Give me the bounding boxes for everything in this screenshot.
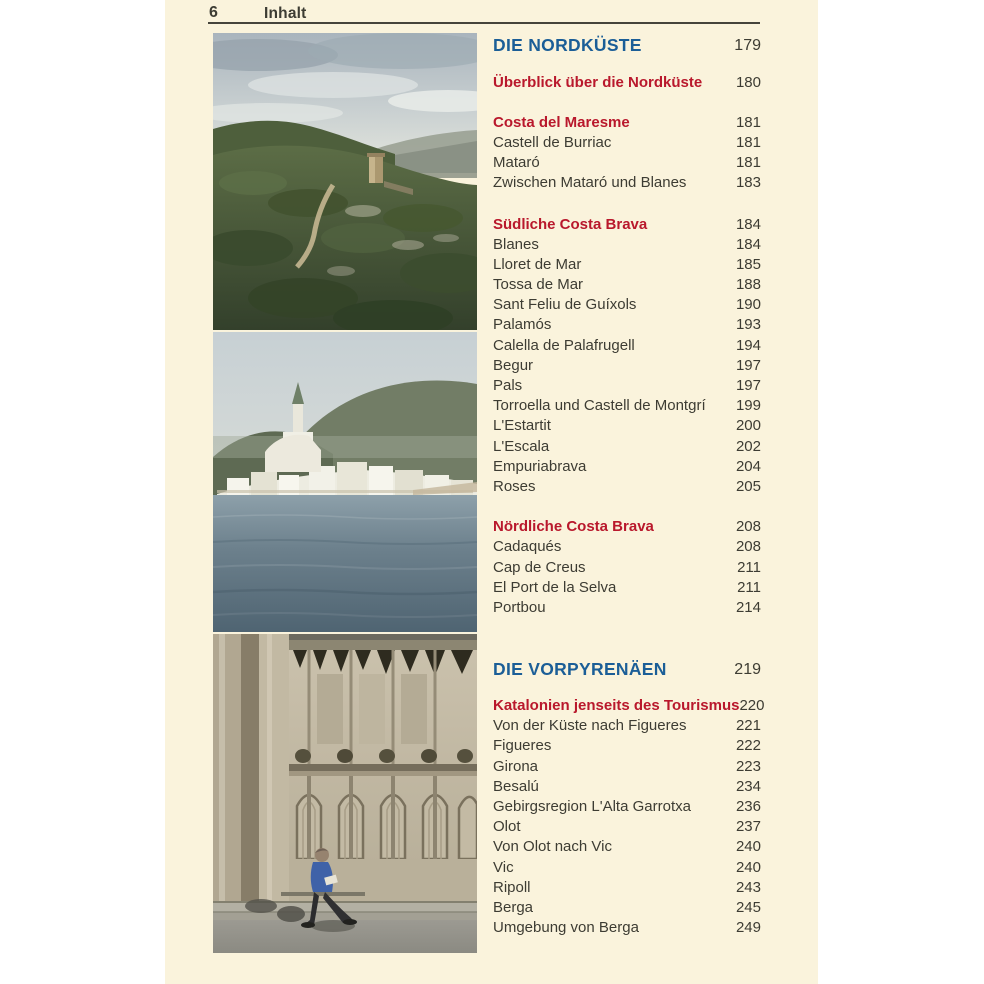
page-number: 6 (209, 4, 218, 21)
toc-entry-page: 180 (735, 73, 761, 91)
toc-entry-label: Cap de Creus (493, 558, 586, 576)
toc-entry-page: 190 (735, 296, 761, 314)
book-page (165, 0, 818, 984)
toc-entry-label: Vic (493, 858, 514, 876)
toc-entry-label: El Port de la Selva (493, 578, 617, 596)
toc-entry-label: Umgebung von Berga (493, 919, 639, 937)
toc-entry-label: Olot (493, 818, 521, 836)
sea (213, 495, 477, 632)
toc-row (493, 817, 761, 837)
toc-entry-page: 243 (735, 878, 761, 896)
toc-entry-page: 193 (735, 316, 761, 334)
toc-row (493, 436, 761, 456)
toc-row (493, 716, 761, 736)
toc-row (493, 756, 761, 776)
toc-entry-page: 211 (737, 578, 761, 596)
toc-entry-label: DIE NORDKÜSTE (493, 35, 642, 56)
toc-row (493, 577, 761, 597)
toc-row (493, 112, 761, 132)
toc-row (493, 355, 761, 375)
toc-row (493, 837, 761, 857)
toc-entry-page: 183 (735, 174, 761, 192)
toc-entry-page: 202 (735, 437, 761, 455)
toc-entry-label: Pals (493, 377, 523, 395)
toc-entry-label: Girona (493, 757, 539, 775)
toc-row (493, 557, 761, 577)
toc-entry-label: Von Olot nach Vic (493, 838, 612, 856)
toc-row (493, 416, 761, 436)
page-title: Inhalt (264, 5, 307, 22)
toc-entry-label: Nördliche Costa Brava (493, 518, 654, 536)
toc-row (493, 35, 761, 57)
toc-entry-label: Berga (493, 898, 534, 916)
toc-entry-label: Palamós (493, 316, 552, 334)
toc-row (493, 132, 761, 152)
toc-entry-page: 185 (735, 255, 761, 273)
toc-entry-label: Blanes (493, 235, 539, 253)
photo-hilltop-castle (213, 33, 477, 330)
toc-entry-label: Cadaqués (493, 538, 562, 556)
toc-entry-label: Castell de Burriac (493, 133, 612, 151)
toc-row (493, 234, 761, 254)
cathedral-facade-illustration (213, 634, 477, 953)
toc-entry-label: Tossa de Mar (493, 276, 584, 294)
toc-row (493, 375, 761, 395)
toc-row (493, 173, 761, 193)
toc-row (493, 214, 761, 234)
toc-entry-page: 194 (735, 336, 761, 354)
toc-entry-label: Sant Feliu de Guíxols (493, 296, 637, 314)
toc-row (493, 537, 761, 557)
toc-entry-page: 234 (735, 777, 761, 795)
toc-row (493, 315, 761, 335)
hilltop-castle-illustration (213, 33, 477, 330)
toc-entry-page: 211 (737, 558, 761, 576)
toc-row (493, 295, 761, 315)
toc-entry-page: 208 (735, 538, 761, 556)
toc-entry-page: 236 (735, 798, 761, 816)
header-rule (208, 22, 760, 24)
toc-entry-label: Besalú (493, 777, 539, 795)
toc-entry-page: 204 (735, 457, 761, 475)
toc-entry-label: Roses (493, 477, 536, 495)
toc-entry-page: 181 (735, 113, 761, 131)
toc-entry-page: 237 (735, 818, 761, 836)
toc-entry-label: Lloret de Mar (493, 255, 582, 273)
toc-entry-label: Begur (493, 356, 534, 374)
toc-entry-page: 223 (735, 757, 761, 775)
toc-entry-page: 179 (734, 37, 761, 54)
toc-entry-label: DIE VORPYRENÄEN (493, 658, 667, 679)
toc-entry-label: Mataró (493, 154, 540, 172)
toc-entry-label: Figueres (493, 737, 552, 755)
photo-cathedral-facade (213, 634, 477, 953)
toc-entry-page: 181 (735, 133, 761, 151)
toc-entry-page: 188 (735, 276, 761, 294)
toc-entry-label: Ripoll (493, 878, 531, 896)
toc-row (493, 72, 761, 92)
coastal-village-illustration (213, 332, 477, 632)
toc-row (493, 335, 761, 355)
table-of-contents (493, 35, 765, 938)
toc-row (493, 796, 761, 816)
toc-row (493, 153, 761, 173)
toc-entry-label: Calella de Palafrugell (493, 336, 635, 354)
toc-row (493, 456, 761, 476)
toc-entry-page: 214 (735, 598, 761, 616)
toc-row (493, 897, 761, 917)
toc-entry-page: 208 (735, 518, 761, 536)
toc-entry-label: Südliche Costa Brava (493, 215, 648, 233)
toc-row (493, 857, 761, 877)
toc-entry-label: Torroella und Castell de Montgrí (493, 397, 706, 415)
toc-row (493, 275, 761, 295)
toc-entry-label: Portbou (493, 598, 546, 616)
toc-entry-page: 222 (735, 737, 761, 755)
toc-entry-page: 205 (735, 477, 761, 495)
toc-row (493, 776, 761, 796)
toc-entry-page: 245 (735, 898, 761, 916)
toc-row (493, 597, 761, 617)
toc-entry-label: Zwischen Mataró und Blanes (493, 174, 687, 192)
toc-row (493, 396, 761, 416)
toc-entry-page: 184 (735, 235, 761, 253)
toc-row (493, 918, 761, 938)
toc-entry-page: 219 (734, 660, 761, 678)
toc-entry-label: Von der Küste nach Figueres (493, 717, 687, 735)
toc-row (493, 659, 761, 681)
toc-entry-page: 221 (735, 717, 761, 735)
toc-row (493, 254, 761, 274)
toc-row (493, 517, 761, 537)
toc-entry-label: L'Escala (493, 437, 550, 455)
toc-entry-page: 240 (735, 858, 761, 876)
toc-row (493, 476, 761, 496)
toc-row (493, 696, 765, 716)
toc-entry-label: Empuriabrava (493, 457, 587, 475)
toc-entry-label: Katalonien jenseits des Tourismus (493, 697, 740, 715)
toc-row (493, 736, 761, 756)
toc-entry-page: 199 (735, 397, 761, 415)
photo-coastal-village (213, 332, 477, 632)
toc-entry-label: Gebirgsregion L'Alta Garrotxa (493, 798, 691, 816)
toc-entry-page: 197 (735, 377, 761, 395)
toc-entry-page: 197 (735, 356, 761, 374)
toc-entry-page: 249 (735, 919, 761, 937)
toc-entry-label: Überblick über die Nordküste (493, 73, 703, 91)
toc-entry-page: 181 (735, 154, 761, 172)
toc-entry-label: L'Estartit (493, 417, 551, 435)
toc-entry-page: 240 (735, 838, 761, 856)
toc-row (493, 877, 761, 897)
toc-entry-page: 184 (735, 215, 761, 233)
toc-entry-page: 220 (739, 697, 765, 715)
toc-entry-label: Costa del Maresme (493, 113, 630, 131)
toc-entry-page: 200 (735, 417, 761, 435)
